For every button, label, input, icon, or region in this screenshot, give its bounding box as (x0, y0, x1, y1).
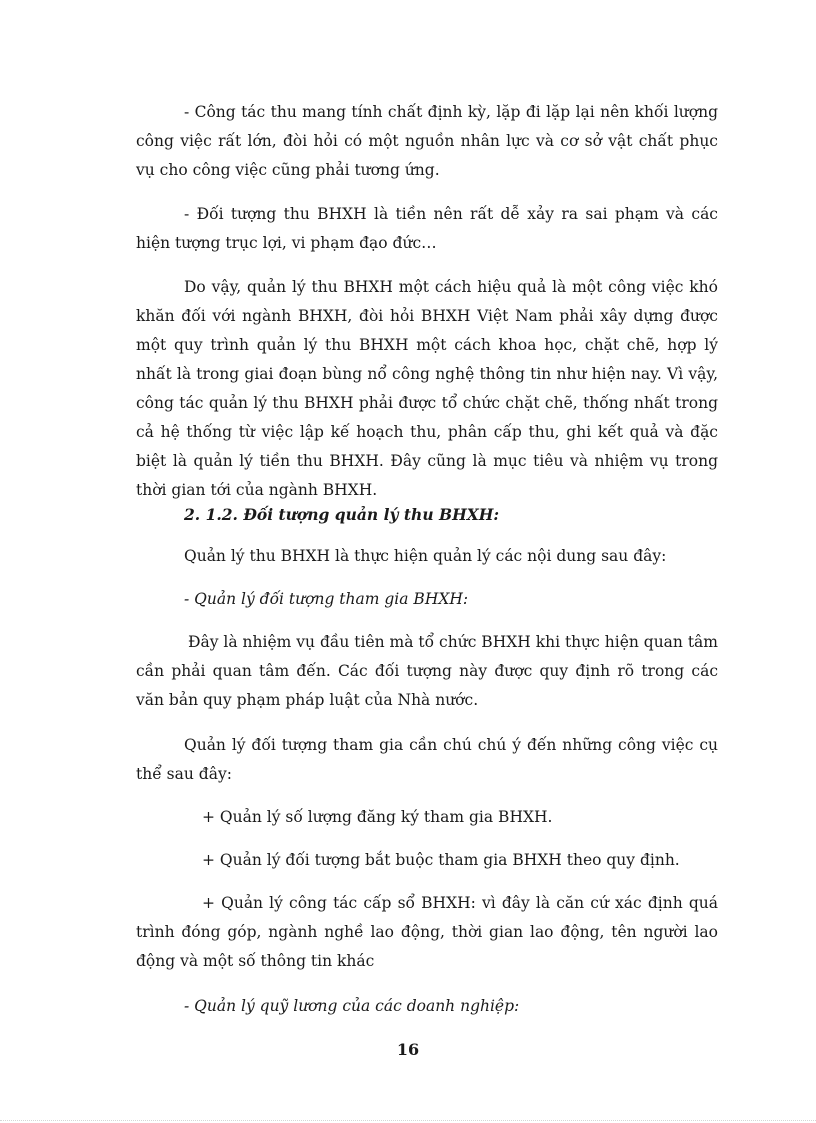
subheading-participants: - Quản lý đối tượng tham gia BHXH: (184, 590, 469, 608)
paragraph-intro-management: Quản lý thu BHXH là thực hiện quản lý các nội dung sau đây: (184, 547, 667, 565)
paragraph-therefore: Do vậy, quản lý thu BHXH một cách hiệu quả là một công việc khó khăn đối với ngành BHXH, đòi hỏi BHXH Việt Nam phải xây dựng được một quy trình quản lý thu BHXH một cách khoa học, chặt chẽ, hợp lý nhất là trong giai đoạn bùng nổ công nghệ thông tin như hiện nay. Vì vậy, công tác quản lý thu BHXH phải được tổ chức chặt chẽ, thống nhất trong cả hệ thống từ việc lập kế hoạch thu, phân cấp thu, ghi kết quả và đặc biệt là quản lý tiền thu BHXH. Đây cũng là mục tiêu và nhiệm vụ trong thời gian tới của ngành BHXH. (136, 278, 718, 499)
paragraph-specific-tasks: Quản lý đối tượng tham gia cần chú chú ý đến những công việc cụ thể sau đây: (136, 736, 718, 783)
list-item-registration: + Quản lý số lượng đăng ký tham gia BHXH. (202, 808, 553, 826)
section-heading-2-1-2: 2. 1.2. Đối tượng quản lý thu BHXH: (184, 505, 500, 524)
page-divider (0, 1120, 816, 1121)
subheading-salary-fund: - Quản lý quỹ lương của các doanh nghiệp: (184, 997, 520, 1015)
list-item-insurance-book: + Quản lý công tác cấp sổ BHXH: vì đây là căn cứ xác định quá trình đóng góp, ngành nghề lao động, thời gian lao động, tên người lao động và một số thông tin khác (136, 894, 718, 970)
paragraph-collection-nature: - Công tác thu mang tính chất định kỳ, lặp đi lặp lại nên khối lượng công việc rất lớn, đòi hỏi có một nguồn nhân lực và cơ sở vật chất phục vụ cho công việc cũng phải tương ứng. (136, 103, 718, 179)
paragraph-first-task: Đây là nhiệm vụ đầu tiên mà tổ chức BHXH khi thực hiện quan tâm cần phải quan tâm đến. Các đối tượng này được quy định rõ trong các văn bản quy phạm pháp luật của Nhà nước. (136, 633, 718, 709)
list-item-compulsory: + Quản lý đối tượng bắt buộc tham gia BHXH theo quy định. (202, 851, 680, 869)
page-number: 16 (396, 1040, 420, 1059)
paragraph-collection-object: - Đối tượng thu BHXH là tiền nên rất dễ xảy ra sai phạm và các hiện tượng trục lợi, vi phạm đạo đức… (136, 205, 718, 252)
